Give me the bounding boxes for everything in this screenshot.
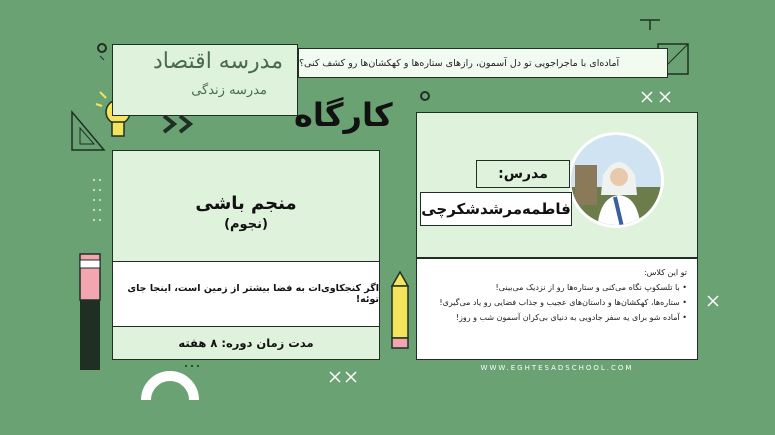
feature-item: • با تلسکوپ نگاه می‌کنی و ستاره‌ها رو از نزدیک می‌بینی! xyxy=(427,280,687,295)
website-url[interactable]: WWW.EGHTESADSCHOOL.COM xyxy=(480,364,634,372)
features-list xyxy=(416,258,698,360)
course-card xyxy=(112,150,380,262)
ring-icon xyxy=(98,44,106,52)
double-chevron-icon xyxy=(164,116,190,132)
course-description: اگر کنجکاوی‌ات به فضا بیشتر از زمین است، اینجا جای توئه! xyxy=(112,262,380,326)
teacher-name: فاطمه‌مرشدشکرچی xyxy=(420,192,572,226)
logo-subtitle: مدرسه زندگی xyxy=(191,83,267,98)
logo-title: مدرسه اقتصاد xyxy=(152,49,283,74)
course-title: منجم باشی xyxy=(195,193,297,214)
workshop-heading: کارگاه xyxy=(294,96,393,134)
half-circle-icon xyxy=(146,376,194,400)
pencil-icon xyxy=(80,254,100,370)
teacher-label: مدرس: xyxy=(476,160,570,188)
course-duration: مدت زمان دوره: ۸ هفته xyxy=(112,326,380,360)
dot-grid-left xyxy=(93,179,101,221)
pencil-icon xyxy=(392,272,408,348)
course-subtitle: (نجوم) xyxy=(224,217,268,232)
feature-item: • ستاره‌ها، کهکشان‌ها و داستان‌های عجیب و جذاب فضایی رو یاد می‌گیری! xyxy=(427,295,687,310)
ring-icon xyxy=(421,92,429,100)
feature-item: • آماده شو برای یه سفر جادویی به دنیای بی‌کران آسمون شب و روز! xyxy=(427,310,687,325)
triangle-ruler-icon xyxy=(72,112,104,150)
features-heading: تو این کلاس: xyxy=(643,268,687,277)
logo-box xyxy=(112,44,298,116)
intro-banner: آماده‌ای با ماجراجویی تو دل آسمون، رازهای ستاره‌ها و کهکشان‌ها رو کشف کنی؟ xyxy=(298,48,668,78)
teacher-photo xyxy=(568,132,664,228)
